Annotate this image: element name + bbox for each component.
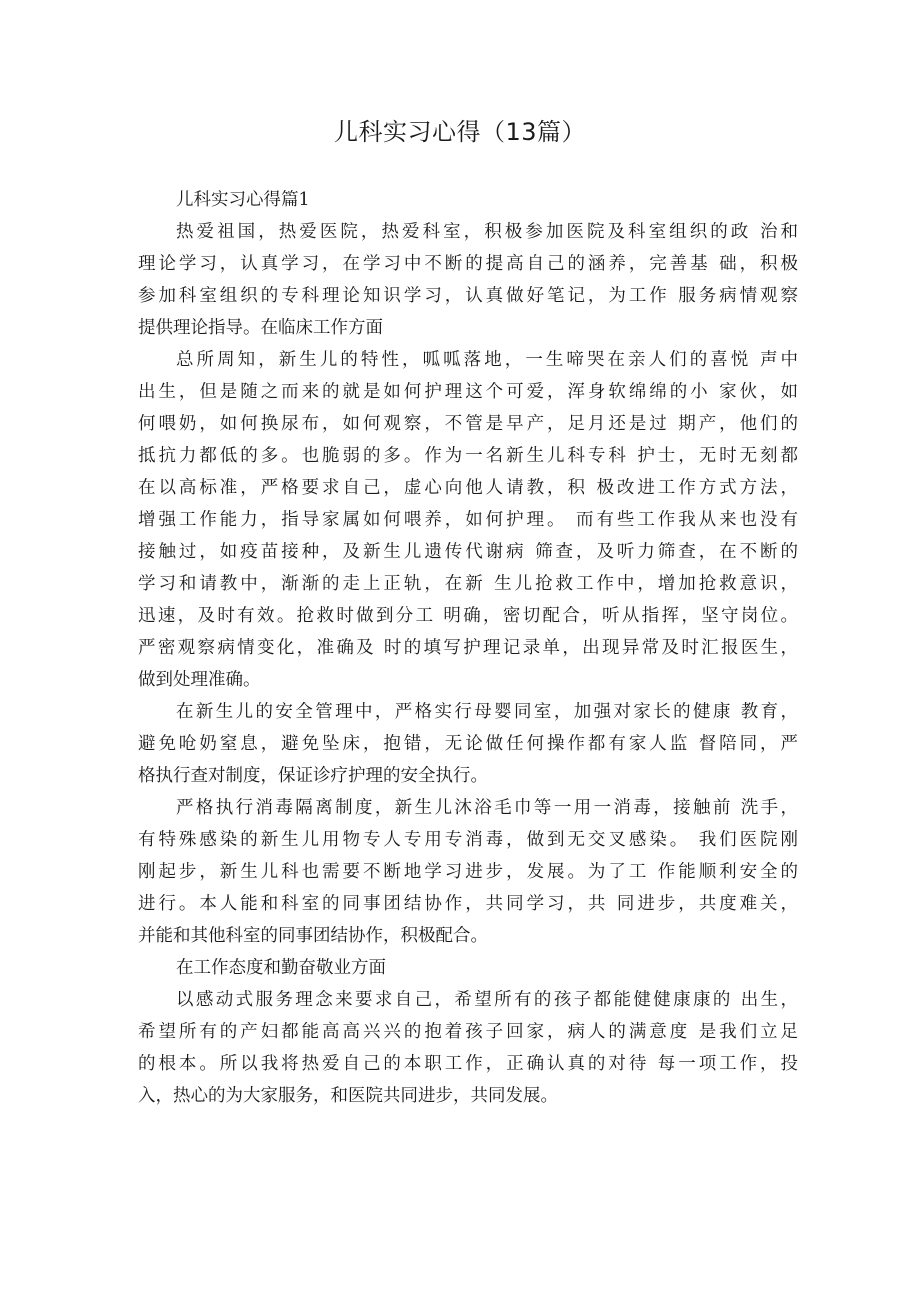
text-line: 出生，但是随之而来的就是如何护理这个可爱，浑身软绵绵的小 家伙，如 <box>138 382 798 402</box>
text-line: 在工作态度和勤奋敬业方面 <box>176 958 386 978</box>
text-line: 的根本。所以我将热爱自己的本职工作，正确认真的对待 每一项工作，投 <box>138 1054 798 1074</box>
text-line: 参加科室组织的专科理论知识学习，认真做好笔记，为工作 服务病情观察 <box>138 286 798 306</box>
text-line: 提供理论指导。在临床工作方面 <box>138 318 383 338</box>
text-line: 以感动式服务理念来要求自己，希望所有的孩子都能健健康康的 出生， <box>176 990 798 1010</box>
text-line: 格执行查对制度，保证诊疗护理的安全执行。 <box>138 766 488 786</box>
document-title: 儿科实习心得（13篇） <box>333 118 587 146</box>
text-line: 进行。本人能和科室的同事团结协作，共同学习，共 同进步，共度难关， <box>138 894 798 914</box>
text-line: 希望所有的产妇都能高高兴兴的抱着孩子回家，病人的满意度 是我们立足 <box>138 1022 798 1042</box>
text-line: 增强工作能力，指导家属如何喂养，如何护理。 而有些工作我从来也没有 <box>138 510 798 530</box>
text-line: 严密观察病情变化，准确及 时的填写护理记录单，出现异常及时汇报医生， <box>138 638 798 658</box>
text-line: 在新生儿的安全管理中，严格实行母婴同室，加强对家长的健康 教育， <box>176 702 798 722</box>
text-line: 抵抗力都低的多。也脆弱的多。作为一名新生儿科专科 护士，无时无刻都 <box>138 446 798 466</box>
text-line: 迅速，及时有效。抢救时做到分工 明确，密切配合，听从指挥，坚守岗位。 <box>138 606 798 626</box>
text-line: 何喂奶，如何换尿布，如何观察，不管是早产，足月还是过 期产，他们的 <box>138 414 798 434</box>
text-line: 学习和请教中，渐渐的走上正轨，在新 生儿抢救工作中，增加抢救意识， <box>138 574 798 594</box>
text-line: 总所周知，新生儿的特性，呱呱落地，一生啼哭在亲人们的喜悦 声中 <box>176 350 798 370</box>
text-line: 做到处理准确。 <box>138 670 261 690</box>
text-line: 接触过，如疫苗接种，及新生儿遗传代谢病 筛查，及听力筛查，在不断的 <box>138 542 798 562</box>
document-body <box>138 184 798 1112</box>
text-line: 避免呛奶窒息，避免坠床，抱错，无论做任何操作都有家人监 督陪同，严 <box>138 734 798 754</box>
text-line: 入，热心的为大家服务，和医院共同进步，共同发展。 <box>138 1086 558 1106</box>
text-line: 有特殊感染的新生儿用物专人专用专消毒，做到无交叉感染。 我们医院刚 <box>138 830 798 850</box>
text-line: 并能和其他科室的同事团结协作，积极配合。 <box>138 926 488 946</box>
text-line: 热爱祖国，热爱医院，热爱科室，积极参加医院及科室组织的政 治和 <box>176 222 798 242</box>
text-line: 在以高标准，严格要求自己，虚心向他人请教，积 极改进工作方式方法， <box>138 478 798 498</box>
text-line: 刚起步，新生儿科也需要不断地学习进步，发展。为了工 作能顺利安全的 <box>138 862 798 882</box>
text-line: 严格执行消毒隔离制度，新生儿沐浴毛巾等一用一消毒，接触前 洗手， <box>176 798 798 818</box>
text-line: 理论学习，认真学习，在学习中不断的提高自己的涵养，完善基 础，积极 <box>138 254 798 274</box>
text-line: 儿科实习心得篇1 <box>176 190 310 210</box>
